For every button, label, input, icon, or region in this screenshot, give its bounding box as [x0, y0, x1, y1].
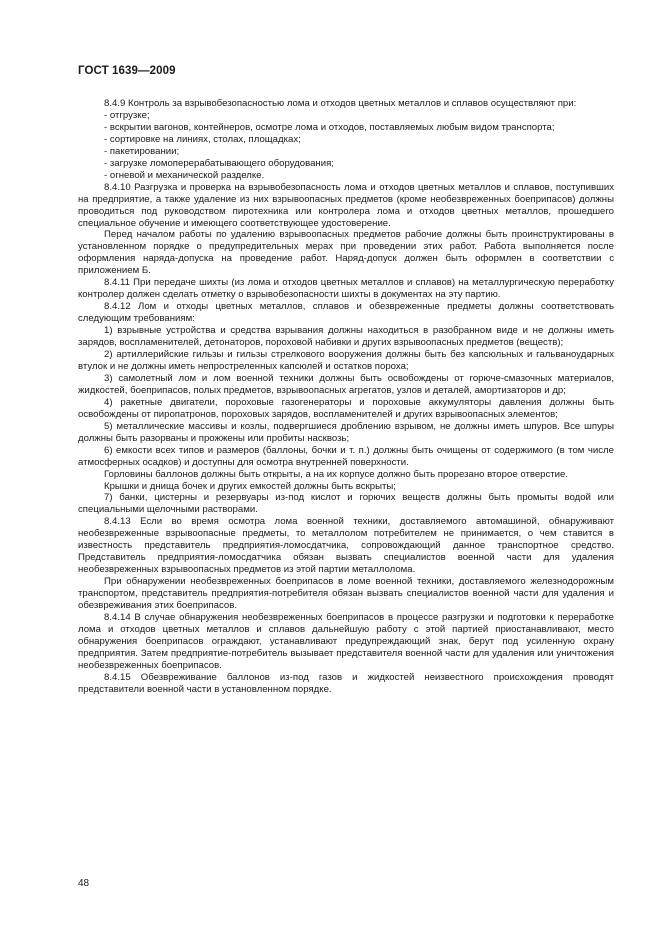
paragraph: 7) банки, цистерны и резервуары из-под кислот и горючих веществ должны быть промыты водой или специальными щелочными растворами.	[78, 492, 614, 516]
document-body	[78, 98, 614, 696]
paragraph: - вскрытии вагонов, контейнеров, осмотре лома и отходов, поставляемых любым видом транспорта;	[104, 121, 555, 133]
document-header: ГОСТ 1639—2009	[78, 65, 176, 77]
paragraph: 8.4.13 Если во время осмотра лома военной техники, доставляемого автомашиной, обнаруживают необезвреженные взрывоопасные предметы, то металлолом потребителем не принимается, о чем ставится в известность представитель предприятия-ломосдатчика, сопровождающий данное транспортное средство. Представитель предприятия-ломосдатчика обязан вызвать специалистов военной части для удаления необезвреженных взрывоопасных предметов из этой партии металлолома.	[78, 516, 614, 576]
paragraph: 8.4.15 Обезвреживание баллонов из-под газов и жидкостей неизвестного происхождения проводят представители военной части в установленном порядке.	[78, 671, 614, 695]
paragraph: 2) артиллерийские гильзы и гильзы стрелкового вооружения должны быть без капсюльных и гальваноударных втулок и не должны иметь непростреленных капсюлей и остатков пороха;	[78, 349, 614, 372]
paragraph: 8.4.12 Лом и отходы цветных металлов, сплавов и обезвреженные предметы должны соответствовать следующим требованиям:	[78, 301, 614, 325]
paragraph: Горловины баллонов должны быть открыты, а на их корпусе должно быть прорезано второе отверстие.	[104, 468, 569, 480]
paragraph: 8.4.11 При передаче шихты (из лома и отходов цветных металлов и сплавов) на металлургическую переработку контролер должен сделать отметку о взрывобезопасности шихты в документах на эту партию.	[78, 277, 614, 301]
paragraph: 3) самолетный лом и лом военной техники должны быть освобождены от горюче-смазочных материалов, жидкостей, боеприпасов, полых предметов, взрывоопасных агрегатов, узлов и деталей, амортизаторов и др;	[78, 372, 614, 396]
paragraph: Перед началом работы по удалению взрывоопасных предметов рабочие должны быть проинструктированы в установленном порядке о предупредительных мерах при проведении этих работ. Работа выполняется после оформления наряда-допуска на проведение работ. Наряд-допуск должен быть оформлен в соответствии с приложением Б.	[78, 229, 614, 277]
paragraph: 8.4.10 Разгрузка и проверка на взрывобезопасность лома и отходов цветных металлов и сплавов, поступивших на предприятие, а также удаление из них взрывоопасных предметов (кроме необезвреженных боеприпасов) должны проводиться под руководством пиротехника или контролера лома и отходов цветных металлов, прошедшего специальное обучение и имеющего соответствующее удостоверение.	[78, 181, 614, 229]
paragraph: 1) взрывные устройства и средства взрывания должны находиться в разобранном виде и не должны иметь зарядов, воспламенителей, детонаторов, пороховой набивки и других взрывоопасных предметов (веществ);	[78, 325, 614, 349]
list-item: - отгрузке;	[104, 109, 150, 121]
paragraph: Крышки и днища бочек и других емкостей должны быть вскрыты;	[104, 480, 396, 492]
paragraph: 5) металлические массивы и козлы, подвергшиеся дроблению взрывом, не должны иметь шпуров. Все шпуры должны быть разорваны и прожжены или пробиты насквозь;	[78, 420, 614, 444]
page-number: 48	[78, 878, 90, 889]
list-item: - огневой и механической разделке.	[104, 169, 265, 181]
paragraph: 8.4.14 В случае обнаружения необезвреженных боеприпасов в процессе разгрузки и подготовки к переработке лома и отходов цветных металлов и сплавов дальнейшую работу с этой партией приостанавливают, место обнаружения боеприпасов ограждают, устанавливают предупреждающий знак, берут под усиленную охрану предприятия. Затем предприятие-потребитель вызывает представителя военной части для удаления или уничтожения необезвреженных боеприпасов.	[78, 611, 614, 671]
paragraph: 8.4.9 Контроль за взрывобезопасностью лома и отходов цветных металлов и сплавов осуществляют при:	[104, 98, 577, 109]
paragraph: При обнаружении необезвреженных боеприпасов в ломе военной техники, доставляемого железнодорожным транспортом, представитель предприятия-потребителя обязан вызвать специалистов военной части для удаления и обезвреживания этих боеприпасов.	[78, 576, 614, 612]
list-item: - загрузке ломоперерабатывающего оборудования;	[104, 157, 334, 169]
list-item: - сортировке на линиях, столах, площадках;	[104, 133, 301, 145]
paragraph: 6) емкости всех типов и размеров (баллоны, бочки и т. п.) должны быть очищены от содержимого (в том числе атмосферных осадков) и доступны для осмотра внутренней поверхности.	[78, 444, 614, 468]
paragraph: 4) ракетные двигатели, пороховые газогенераторы и пороховые аккумуляторы давления должны быть освобождены от пиропатронов, пороховых зарядов, воспламенителей и других взрывоопасных элементов;	[78, 396, 614, 420]
list-item: - пакетировании;	[104, 145, 180, 157]
